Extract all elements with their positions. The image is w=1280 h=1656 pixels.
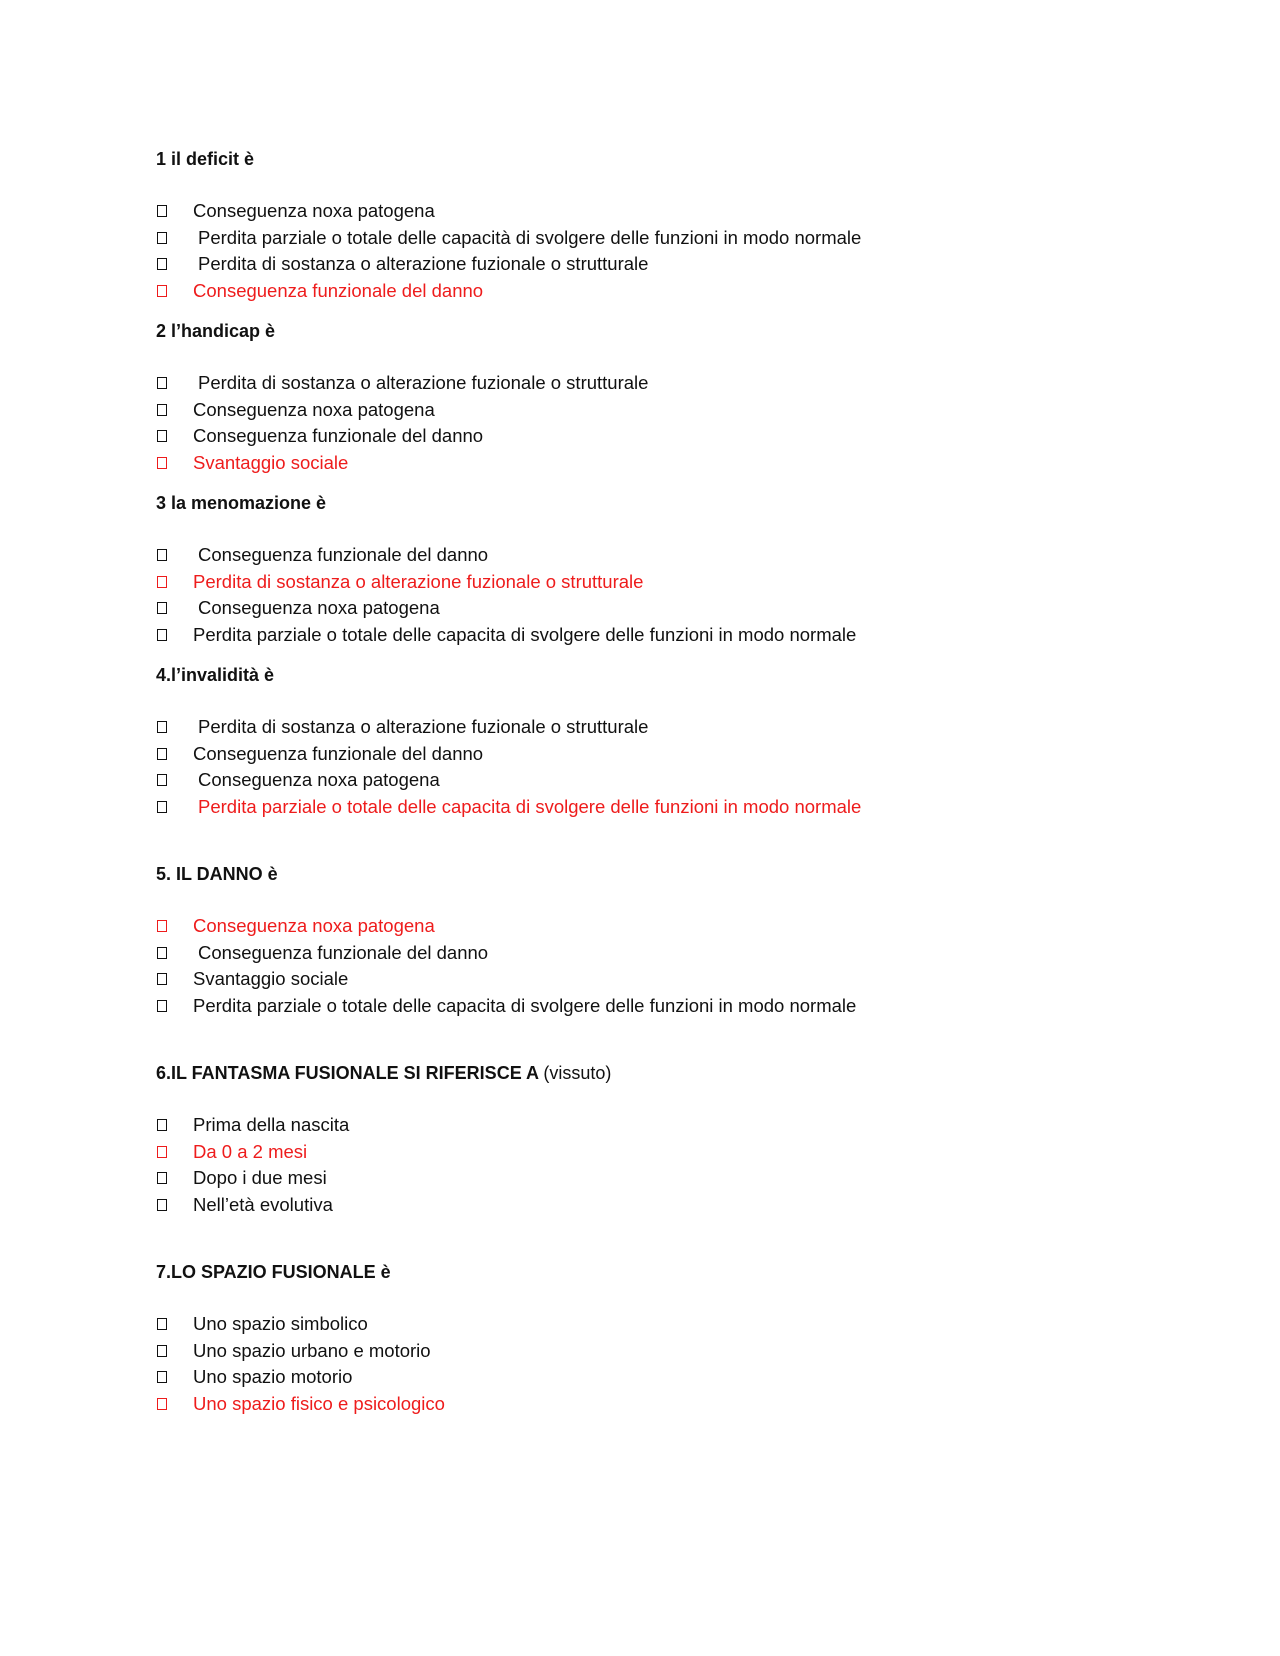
option[interactable]: Prima della nascita xyxy=(156,1112,1156,1139)
question-7 xyxy=(156,1259,1156,1417)
option-list xyxy=(156,913,1156,1019)
checkbox-icon[interactable] xyxy=(157,232,167,244)
option-correct[interactable]: Da 0 a 2 mesi xyxy=(156,1139,1156,1166)
question-6 xyxy=(156,1060,1156,1218)
checkbox-icon[interactable] xyxy=(157,576,167,588)
option[interactable]: Conseguenza noxa patogena xyxy=(156,198,1156,225)
checkbox-icon[interactable] xyxy=(157,1119,167,1131)
option[interactable]: Conseguenza noxa patogena xyxy=(156,595,1156,622)
option[interactable]: Perdita di sostanza o alterazione fuzionale o strutturale xyxy=(156,370,1156,397)
checkbox-icon[interactable] xyxy=(157,748,167,760)
quiz-page xyxy=(156,146,1156,1417)
checkbox-icon[interactable] xyxy=(157,404,167,416)
checkbox-icon[interactable] xyxy=(157,1000,167,1012)
option[interactable]: Conseguenza funzionale del danno xyxy=(156,542,1156,569)
checkbox-icon[interactable] xyxy=(157,1345,167,1357)
checkbox-icon[interactable] xyxy=(157,1199,167,1211)
checkbox-icon[interactable] xyxy=(157,801,167,813)
option[interactable]: Conseguenza noxa patogena xyxy=(156,397,1156,424)
option-correct[interactable]: Svantaggio sociale xyxy=(156,450,1156,477)
option-list xyxy=(156,1311,1156,1417)
question-title-suffix: (vissuto) xyxy=(543,1063,612,1083)
checkbox-icon[interactable] xyxy=(157,973,167,985)
checkbox-icon[interactable] xyxy=(157,602,167,614)
option-correct[interactable]: Uno spazio fisico e psicologico xyxy=(156,1391,1156,1418)
question-3 xyxy=(156,490,1156,648)
checkbox-icon[interactable] xyxy=(157,258,167,270)
question-1 xyxy=(156,146,1156,304)
option[interactable]: Uno spazio simbolico xyxy=(156,1311,1156,1338)
option[interactable]: Conseguenza noxa patogena xyxy=(156,767,1156,794)
option[interactable]: Dopo i due mesi xyxy=(156,1165,1156,1192)
option[interactable]: Conseguenza funzionale del danno xyxy=(156,940,1156,967)
question-title: 7.LO SPAZIO FUSIONALE è xyxy=(156,1262,391,1282)
question-2 xyxy=(156,318,1156,476)
checkbox-icon[interactable] xyxy=(157,947,167,959)
question-5 xyxy=(156,861,1156,1019)
checkbox-icon[interactable] xyxy=(157,377,167,389)
option[interactable]: Uno spazio motorio xyxy=(156,1364,1156,1391)
checkbox-icon[interactable] xyxy=(157,774,167,786)
option[interactable]: Uno spazio urbano e motorio xyxy=(156,1338,1156,1365)
question-4 xyxy=(156,662,1156,820)
question-title: 6.IL FANTASMA FUSIONALE SI RIFERISCE A (vissuto) xyxy=(156,1063,612,1083)
option-correct[interactable]: Conseguenza funzionale del danno xyxy=(156,278,1156,305)
option-correct[interactable]: Perdita di sostanza o alterazione fuzionale o strutturale xyxy=(156,569,1156,596)
option-list xyxy=(156,370,1156,476)
checkbox-icon[interactable] xyxy=(157,285,167,297)
option[interactable]: Svantaggio sociale xyxy=(156,966,1156,993)
checkbox-icon[interactable] xyxy=(157,549,167,561)
question-title: 1 il deficit è xyxy=(156,149,255,169)
checkbox-icon[interactable] xyxy=(157,205,167,217)
checkbox-icon[interactable] xyxy=(157,629,167,641)
checkbox-icon[interactable] xyxy=(157,721,167,733)
checkbox-icon[interactable] xyxy=(157,1318,167,1330)
question-title: 5. IL DANNO è xyxy=(156,864,278,884)
option[interactable]: Conseguenza funzionale del danno xyxy=(156,741,1156,768)
option-list xyxy=(156,714,1156,820)
question-title: 2 l’handicap è xyxy=(156,321,276,341)
checkbox-icon[interactable] xyxy=(157,430,167,442)
option[interactable]: Perdita parziale o totale delle capacita di svolgere delle funzioni in modo normale xyxy=(156,622,1156,649)
checkbox-icon[interactable] xyxy=(157,1172,167,1184)
option-list xyxy=(156,542,1156,648)
option[interactable]: Perdita di sostanza o alterazione fuzionale o strutturale xyxy=(156,251,1156,278)
option[interactable]: Nell’età evolutiva xyxy=(156,1192,1156,1219)
question-title: 3 la menomazione è xyxy=(156,493,327,513)
checkbox-icon[interactable] xyxy=(157,920,167,932)
option-list xyxy=(156,198,1156,304)
checkbox-icon[interactable] xyxy=(157,457,167,469)
option[interactable]: Perdita parziale o totale delle capacita di svolgere delle funzioni in modo normale xyxy=(156,993,1156,1020)
option-list xyxy=(156,1112,1156,1218)
option[interactable]: Perdita di sostanza o alterazione fuzionale o strutturale xyxy=(156,714,1156,741)
option[interactable]: Perdita parziale o totale delle capacità di svolgere delle funzioni in modo normale xyxy=(156,225,1156,252)
option[interactable]: Conseguenza funzionale del danno xyxy=(156,423,1156,450)
option-correct[interactable]: Conseguenza noxa patogena xyxy=(156,913,1156,940)
checkbox-icon[interactable] xyxy=(157,1371,167,1383)
option-correct[interactable]: Perdita parziale o totale delle capacita di svolgere delle funzioni in modo normale xyxy=(156,794,1156,821)
checkbox-icon[interactable] xyxy=(157,1146,167,1158)
checkbox-icon[interactable] xyxy=(157,1398,167,1410)
question-title: 4.l’invalidità è xyxy=(156,665,275,685)
